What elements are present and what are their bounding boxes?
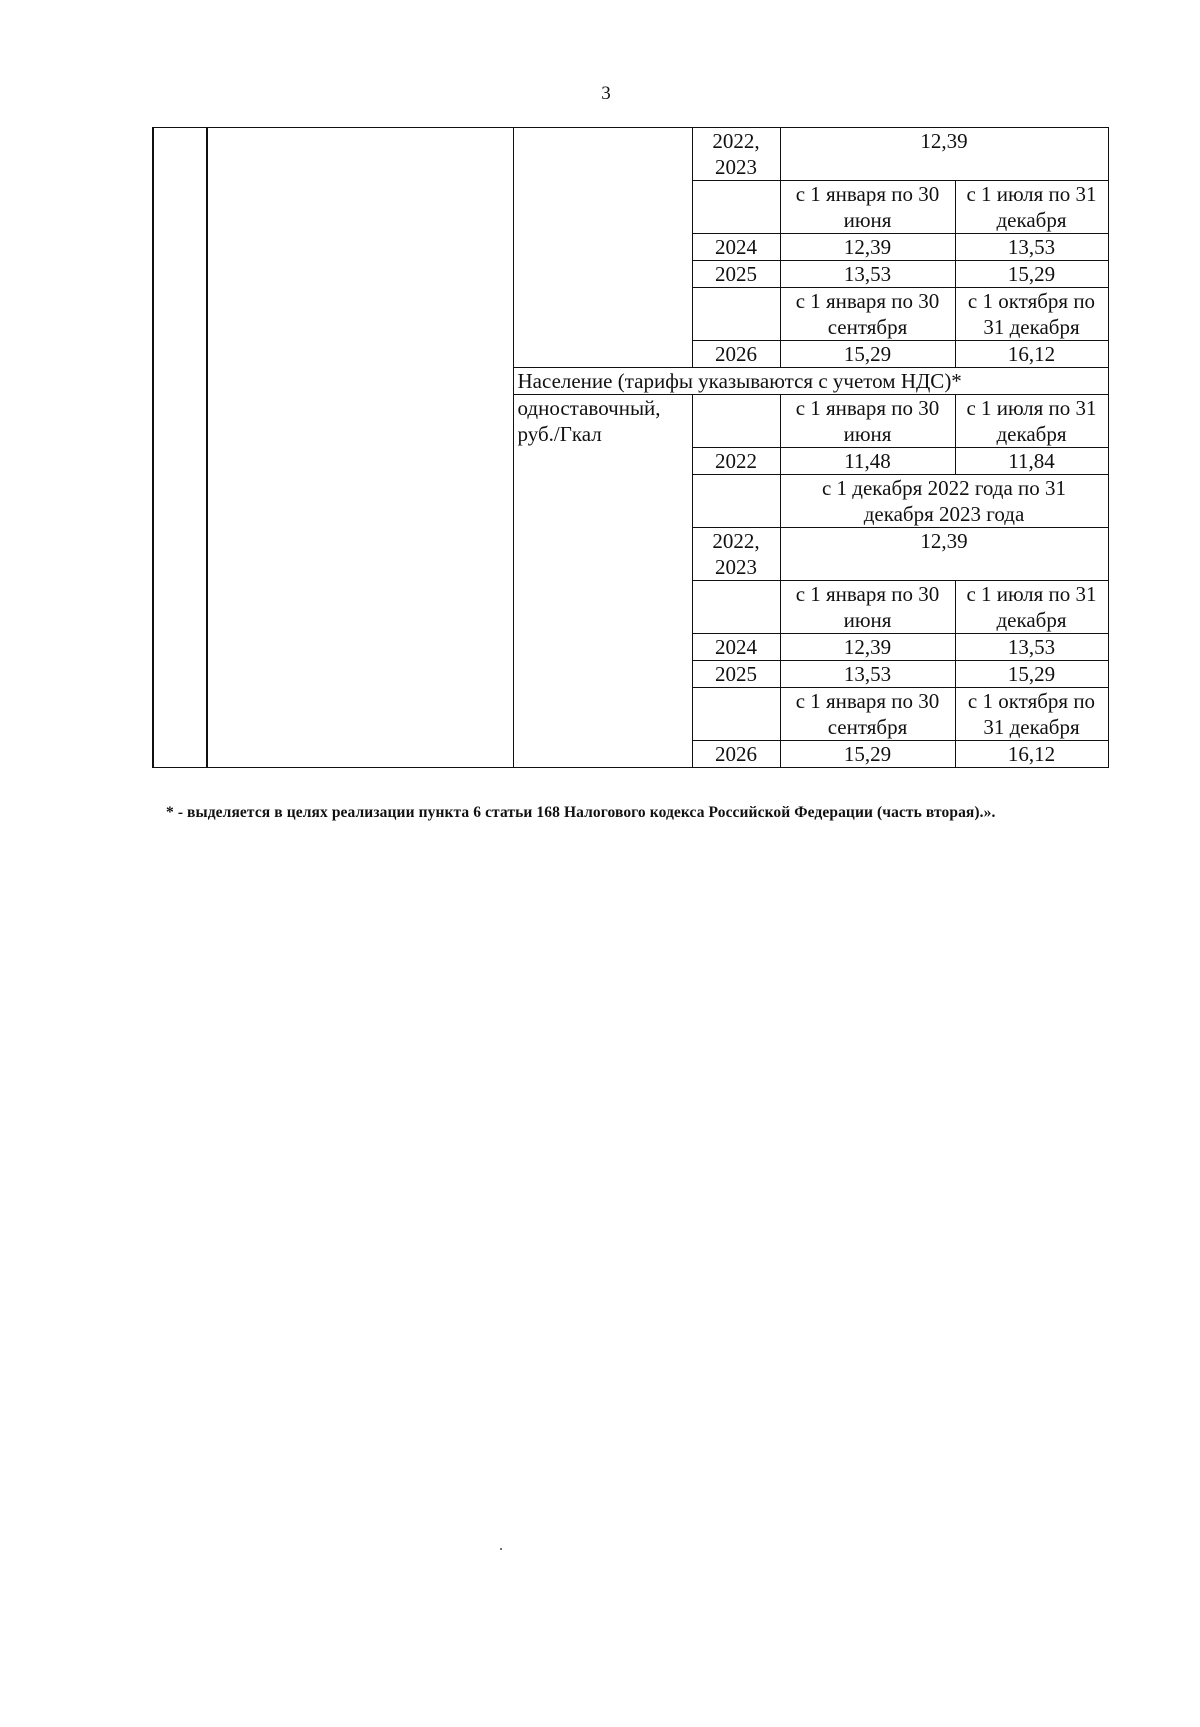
period-cell: с 1 января по 30 июня [780, 581, 955, 634]
scan-speck [500, 1548, 502, 1550]
year-cell: 2025 [692, 661, 780, 688]
year-cell: 2026 [692, 741, 780, 768]
period-cell: с 1 июля по 31 декабря [955, 581, 1108, 634]
tariff-value: 13,53 [955, 234, 1108, 261]
tariff-table [152, 127, 1109, 768]
year-cell: 2024 [692, 234, 780, 261]
period-cell: с 1 января по 30 июня [780, 181, 955, 234]
year-cell: 2025 [692, 261, 780, 288]
table-cell [692, 181, 780, 234]
tariff-value: 13,53 [780, 661, 955, 688]
tariff-value: 13,53 [955, 634, 1108, 661]
tariff-value: 11,48 [780, 448, 955, 475]
table-cell [692, 395, 780, 448]
table-row [153, 128, 1108, 181]
tariff-value: 15,29 [780, 741, 955, 768]
period-cell: с 1 января по 30 июня [780, 395, 955, 448]
table-cell [207, 128, 513, 768]
table-cell [153, 128, 207, 768]
year-cell: 2022 [692, 448, 780, 475]
year-cell: 2024 [692, 634, 780, 661]
population-header: Население (тарифы указываются с учетом НДС)* [513, 368, 1108, 395]
tariff-value: 16,12 [955, 341, 1108, 368]
tariff-value: 12,39 [780, 528, 1108, 581]
tariff-value: 11,84 [955, 448, 1108, 475]
period-cell: с 1 июля по 31 декабря [955, 395, 1108, 448]
tariff-type-cell: одноставочный, руб./Гкал [513, 395, 692, 768]
period-cell: с 1 июля по 31 декабря [955, 181, 1108, 234]
footnote: * - выделяется в целях реализации пункта 6 статьи 168 Налогового кодекса Российской Федерации (часть вторая).». [166, 804, 996, 821]
tariff-value: 12,39 [780, 634, 955, 661]
tariff-value: 13,53 [780, 261, 955, 288]
period-cell: с 1 октября по 31 декабря [955, 288, 1108, 341]
period-cell: с 1 января по 30 сентября [780, 288, 955, 341]
table-cell [692, 475, 780, 528]
tariff-value: 12,39 [780, 128, 1108, 181]
tariff-value: 15,29 [780, 341, 955, 368]
year-cell: 2022, 2023 [692, 128, 780, 181]
tariff-value: 15,29 [955, 661, 1108, 688]
period-cell: с 1 октября по 31 декабря [955, 688, 1108, 741]
period-cell: с 1 января по 30 сентября [780, 688, 955, 741]
table-cell [692, 581, 780, 634]
table-cell [513, 128, 692, 368]
year-cell: 2026 [692, 341, 780, 368]
period-cell: с 1 декабря 2022 года по 31 декабря 2023 года [780, 475, 1108, 528]
table-cell [692, 688, 780, 741]
tariff-value: 15,29 [955, 261, 1108, 288]
page-number: 3 [601, 83, 611, 104]
year-cell: 2022, 2023 [692, 528, 780, 581]
tariff-value: 12,39 [780, 234, 955, 261]
table-cell [692, 288, 780, 341]
tariff-value: 16,12 [955, 741, 1108, 768]
